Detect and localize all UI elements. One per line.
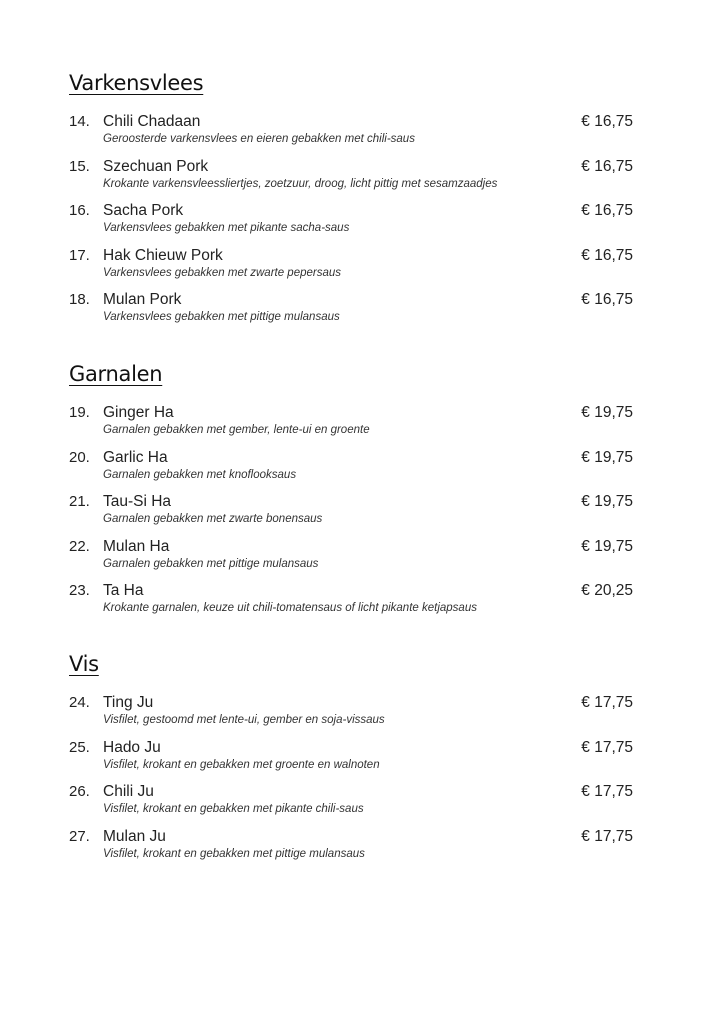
menu-list	[69, 112, 635, 335]
section-vis	[69, 650, 635, 871]
menu-item	[69, 693, 635, 738]
item-name: Tau-Si Ha	[103, 493, 172, 511]
item-price: € 19,75	[581, 404, 633, 421]
item-name: Mulan Pork	[103, 291, 182, 309]
item-price: € 16,75	[581, 113, 633, 130]
item-number: 17.	[69, 246, 90, 264]
item-number: 18.	[69, 291, 90, 309]
section-varkensvlees	[69, 69, 635, 335]
item-price: € 20,25	[581, 582, 633, 600]
item-price: € 17,75	[581, 738, 633, 756]
item-description: Geroosterde varkensvlees en eieren gebakken met chili-saus	[103, 133, 415, 145]
item-description: Varkensvlees gebakken met pikante sacha-saus	[103, 222, 350, 235]
item-number: 22.	[69, 537, 90, 555]
item-price: € 19,75	[581, 493, 633, 511]
item-description: Krokante varkensvleessliertjes, zoetzuur, droog, licht pittig met sesamzaadjes	[103, 177, 498, 190]
item-name: Sacha Pork	[103, 202, 184, 220]
item-name: Hado Ju	[103, 738, 161, 756]
item-price: € 19,75	[581, 448, 633, 466]
item-description: Visfilet, krokant en gebakken met pittige mulansaus	[103, 847, 365, 860]
item-price: € 16,75	[581, 246, 633, 264]
item-number: 16.	[69, 202, 90, 220]
item-number: 25.	[69, 738, 90, 756]
item-description: Visfilet, krokant en gebakken met pikante chili-saus	[103, 803, 364, 816]
item-name: Szechuan Pork	[103, 157, 209, 175]
item-name: Chili Chadaan	[103, 113, 201, 130]
menu-item	[69, 782, 635, 827]
item-description: Varkensvlees gebakken met zwarte pepersaus	[103, 266, 342, 279]
section-title: Varkensvlees	[69, 71, 204, 95]
item-price: € 17,75	[581, 827, 633, 845]
item-price: € 16,75	[581, 291, 633, 309]
item-number: 27.	[69, 827, 90, 845]
item-price: € 17,75	[581, 694, 633, 711]
menu-item	[69, 246, 635, 291]
menu-item	[69, 403, 635, 448]
menu-item	[69, 290, 635, 335]
menu-list	[69, 403, 635, 626]
item-name: Ting Ju	[103, 694, 154, 711]
item-description: Garnalen gebakken met knoflooksaus	[103, 468, 297, 481]
item-price: € 19,75	[581, 537, 633, 555]
item-number: 21.	[69, 493, 90, 511]
menu-item	[69, 201, 635, 246]
menu-item	[69, 738, 635, 783]
section-title: Garnalen	[69, 362, 163, 386]
item-name: Mulan Ha	[103, 537, 170, 555]
item-price: € 17,75	[581, 783, 633, 801]
item-name: Ta Ha	[103, 582, 144, 600]
item-number: 23.	[69, 582, 90, 600]
item-name: Hak Chieuw Pork	[103, 246, 223, 264]
item-number: 26.	[69, 783, 90, 801]
item-number: 19.	[69, 404, 90, 421]
item-description: Garnalen gebakken met gember, lente-ui en groente	[103, 424, 370, 436]
item-price: € 16,75	[581, 157, 633, 175]
menu-item	[69, 581, 635, 626]
item-name: Ginger Ha	[103, 404, 174, 421]
section-garnalen	[69, 360, 635, 626]
menu-item	[69, 492, 635, 537]
menu-list	[69, 693, 635, 871]
menu-item	[69, 537, 635, 582]
item-number: 14.	[69, 113, 90, 130]
item-number: 15.	[69, 157, 90, 175]
menu-item	[69, 157, 635, 202]
menu-item	[69, 112, 635, 157]
menu-item	[69, 448, 635, 493]
item-description: Visfilet, krokant en gebakken met groente en walnoten	[103, 758, 380, 771]
item-name: Chili Ju	[103, 783, 154, 801]
item-number: 24.	[69, 694, 90, 711]
item-name: Mulan Ju	[103, 827, 166, 845]
section-title: Vis	[69, 652, 99, 676]
item-price: € 16,75	[581, 202, 633, 220]
item-description: Garnalen gebakken met pittige mulansaus	[103, 557, 319, 570]
item-description: Varkensvlees gebakken met pittige mulansaus	[103, 311, 340, 324]
item-description: Garnalen gebakken met zwarte bonensaus	[103, 513, 323, 526]
item-description: Visfilet, gestoomd met lente-ui, gember en soja-vissaus	[103, 714, 385, 726]
item-description: Krokante garnalen, keuze uit chili-tomatensaus of licht pikante ketjapsaus	[103, 602, 477, 615]
menu-item	[69, 827, 635, 872]
item-number: 20.	[69, 448, 90, 466]
item-name: Garlic Ha	[103, 448, 168, 466]
